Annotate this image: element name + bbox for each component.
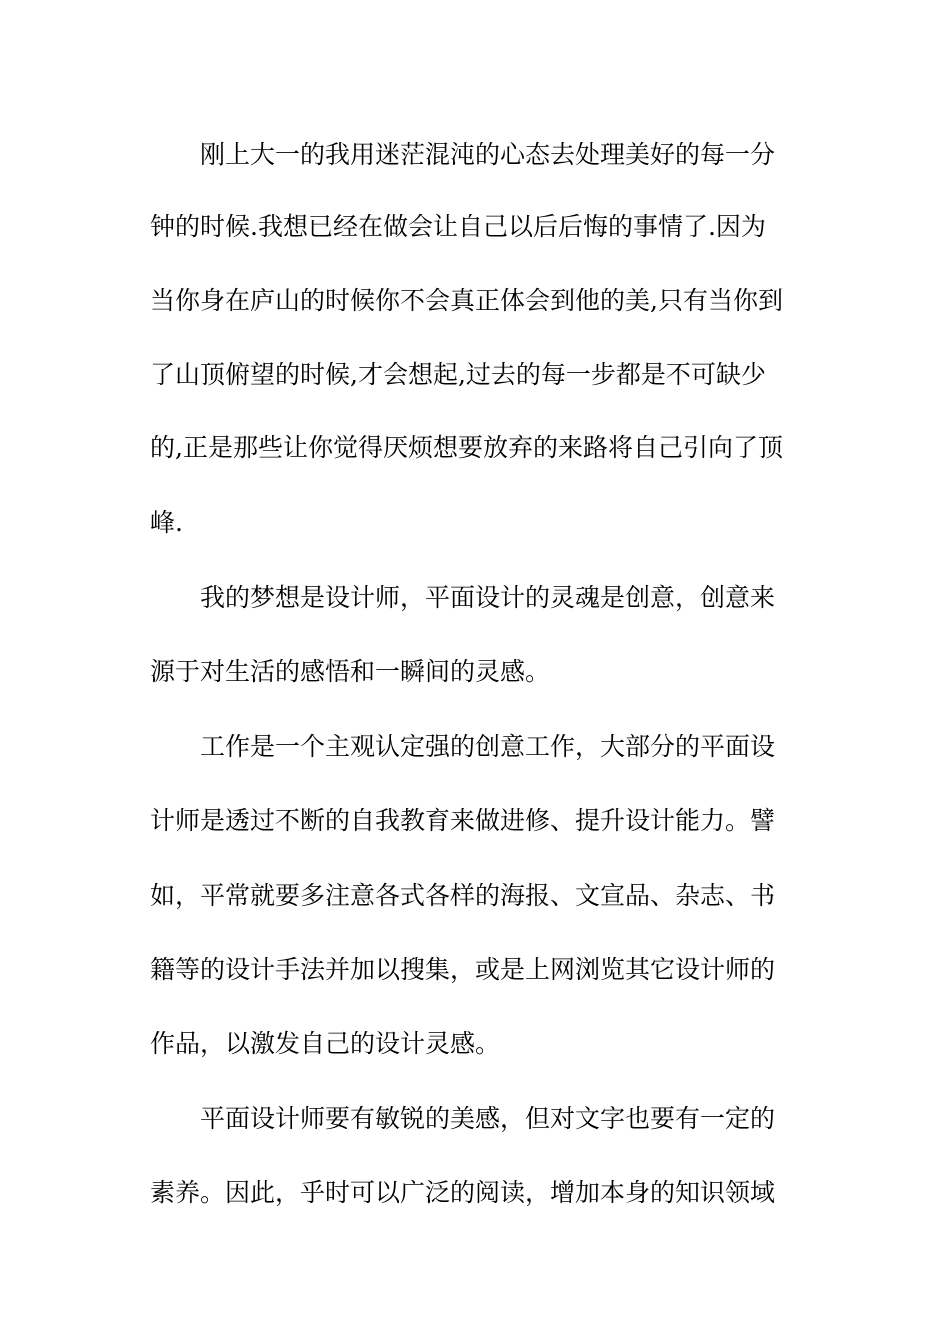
paragraph-1-line-5: 的,正是那些让你觉得厌烦想要放弃的来路将自己引向了顶: [150, 433, 783, 462]
paragraph-3-line-4: 籍等的设计手法并加以搜集，或是上网浏览其它设计师的: [150, 955, 776, 984]
paragraph-2-line-1: 我的梦想是设计师，平面设计的灵魂是创意，创意来: [200, 583, 776, 612]
paragraph-1-line-6: 峰.: [150, 508, 183, 537]
paragraph-3-line-1: 工作是一个主观认定强的创意工作，大部分的平面设: [200, 732, 776, 761]
paragraph-4-line-1: 平面设计师要有敏锐的美感，但对文字也要有一定的: [200, 1104, 776, 1133]
paragraph-3-line-5: 作品，以激发自己的设计灵感。: [150, 1029, 501, 1058]
paragraph-3-line-2: 计师是透过不断的自我教育来做进修、提升设计能力。譬: [150, 806, 776, 835]
paragraph-4-line-2: 素养。因此，乎时可以广泛的阅读，增加本身的知识领域: [150, 1178, 776, 1207]
paragraph-3-line-3: 如，平常就要多注意各式各样的海报、文宣品、杂志、书: [150, 881, 776, 910]
paragraph-1-line-3: 当你身在庐山的时候你不会真正体会到他的美,只有当你到: [150, 286, 783, 315]
paragraph-1-line-4: 了山顶俯望的时候,才会想起,过去的每一步都是不可缺少: [150, 360, 766, 389]
paragraph-2-line-2: 源于对生活的感悟和一瞬间的灵感。: [150, 657, 551, 686]
paragraph-1-line-2: 钟的时候.我想已经在做会让自己以后后悔的事情了.因为: [150, 212, 766, 241]
paragraph-1-line-1: 刚上大一的我用迷茫混沌的心态去处理美好的每一分: [200, 140, 776, 169]
